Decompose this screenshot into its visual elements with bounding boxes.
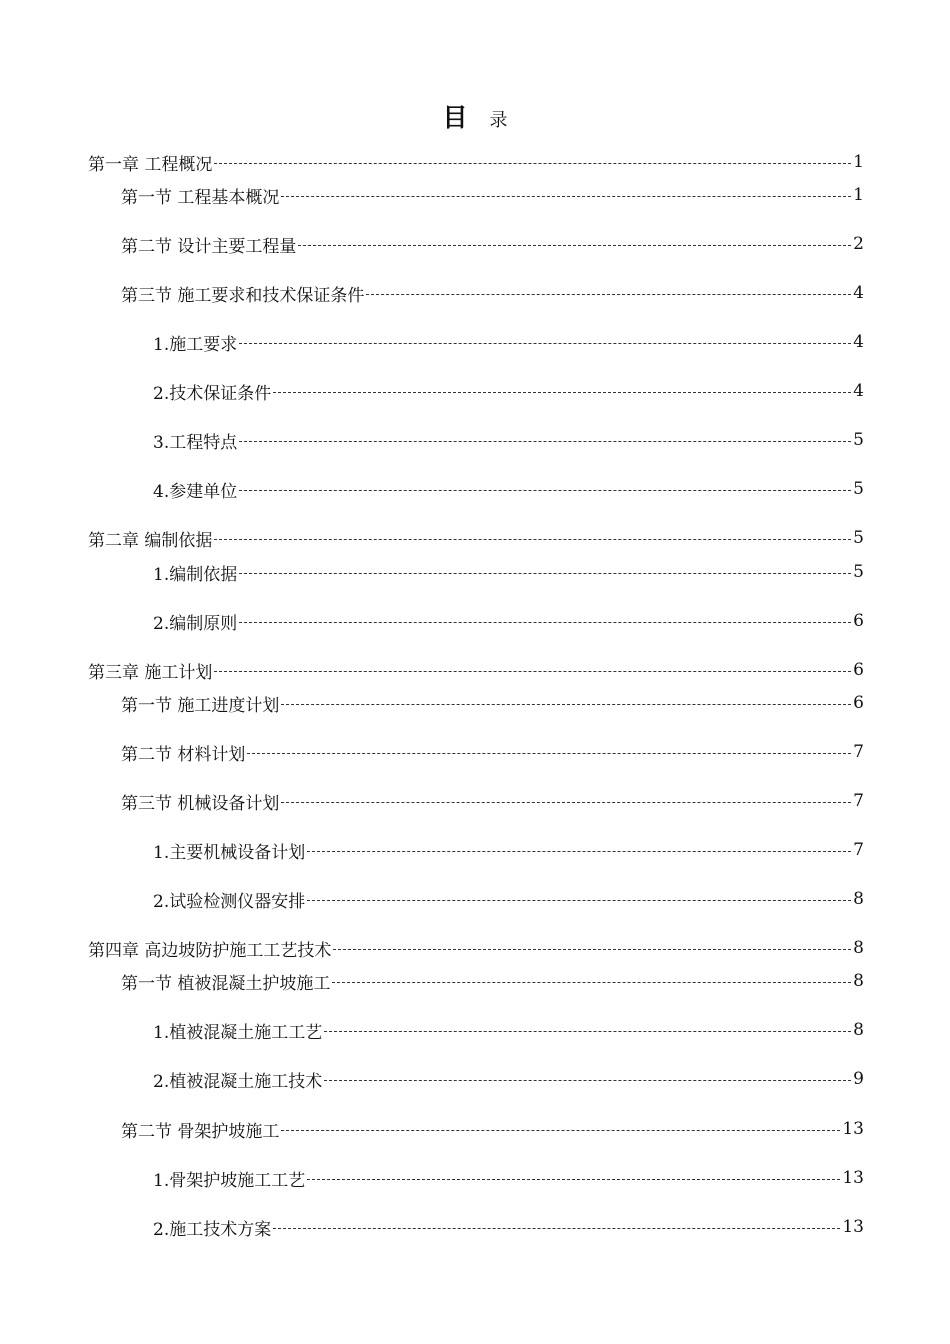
toc-entry-label: 第一节 施工进度计划 bbox=[121, 695, 280, 716]
toc-entry[interactable] bbox=[121, 1116, 864, 1142]
toc-entry[interactable] bbox=[121, 968, 864, 994]
toc-entry-page-number: 4 bbox=[853, 283, 864, 303]
toc-leader-line bbox=[214, 163, 851, 164]
toc-leader-line bbox=[214, 539, 851, 540]
toc-leader-line bbox=[298, 245, 851, 246]
toc-entry-page-number: 1 bbox=[853, 152, 864, 172]
toc-entry-page-number: 2 bbox=[853, 234, 864, 254]
toc-entry[interactable] bbox=[121, 788, 864, 814]
toc-entry[interactable] bbox=[121, 231, 864, 257]
toc-entry-label: 第三节 机械设备计划 bbox=[121, 793, 280, 814]
toc-entry-label: 1.编制依据 bbox=[153, 564, 238, 585]
toc-entry[interactable] bbox=[153, 1066, 864, 1092]
toc-entry-label: 第二节 设计主要工程量 bbox=[121, 236, 297, 257]
toc-entry-label: 第一节 植被混凝土护坡施工 bbox=[121, 973, 331, 994]
toc-entry-page-number: 6 bbox=[853, 611, 864, 631]
toc-leader-line bbox=[281, 196, 851, 197]
toc-entry-page-number: 13 bbox=[842, 1119, 864, 1139]
toc-entry[interactable] bbox=[121, 690, 864, 716]
toc-entry-label: 第四章 高边坡防护施工工艺技术 bbox=[88, 940, 332, 961]
toc-leader-line bbox=[324, 1031, 851, 1032]
toc-entry-label: 第一章 工程概况 bbox=[88, 154, 213, 175]
toc-entry-page-number: 4 bbox=[853, 381, 864, 401]
toc-entry-page-number: 5 bbox=[853, 528, 864, 548]
toc-leader-line bbox=[247, 753, 851, 754]
toc-entry[interactable] bbox=[153, 427, 864, 453]
toc-entry[interactable] bbox=[88, 657, 864, 683]
toc-leader-line bbox=[332, 982, 851, 983]
toc-entry-label: 第一节 工程基本概况 bbox=[121, 187, 280, 208]
toc-entry[interactable] bbox=[88, 525, 864, 551]
toc-entry-page-number: 8 bbox=[853, 1020, 864, 1040]
toc-entry-page-number: 6 bbox=[853, 693, 864, 713]
toc-leader-line bbox=[239, 343, 851, 344]
toc-entry-page-number: 4 bbox=[853, 332, 864, 352]
page-title-main: 目 bbox=[442, 103, 468, 132]
toc-leader-line bbox=[273, 392, 851, 393]
toc-leader-line bbox=[324, 1080, 851, 1081]
toc-entry[interactable] bbox=[153, 886, 864, 912]
toc-entry[interactable] bbox=[153, 476, 864, 502]
toc-entry-label: 2.施工技术方案 bbox=[153, 1219, 272, 1240]
toc-entry-page-number: 13 bbox=[842, 1217, 864, 1237]
toc-leader-line bbox=[281, 1130, 840, 1131]
toc-entry-page-number: 7 bbox=[853, 840, 864, 860]
toc-entry-label: 4.参建单位 bbox=[153, 481, 238, 502]
toc-entry-label: 第三章 施工计划 bbox=[88, 662, 213, 683]
toc-leader-line bbox=[239, 622, 851, 623]
page-title-secondary: 录 bbox=[489, 110, 508, 131]
toc-entry[interactable] bbox=[153, 559, 864, 585]
toc-entry-label: 1.骨架护坡施工工艺 bbox=[153, 1170, 306, 1191]
toc-leader-line bbox=[307, 851, 851, 852]
toc-entry[interactable] bbox=[121, 739, 864, 765]
toc-leader-line bbox=[366, 294, 851, 295]
toc-entry-page-number: 5 bbox=[853, 479, 864, 499]
toc-leader-line bbox=[281, 802, 851, 803]
toc-leader-line bbox=[239, 441, 851, 442]
toc-entry[interactable] bbox=[88, 149, 864, 175]
toc-entry[interactable] bbox=[88, 935, 864, 961]
toc-entry-page-number: 8 bbox=[853, 971, 864, 991]
toc-entry[interactable] bbox=[153, 837, 864, 863]
toc-entry-label: 1.主要机械设备计划 bbox=[153, 842, 306, 863]
toc-leader-line bbox=[307, 1179, 840, 1180]
toc-entry[interactable] bbox=[121, 280, 864, 306]
toc-entry-page-number: 7 bbox=[853, 791, 864, 811]
toc-entry-page-number: 13 bbox=[842, 1168, 864, 1188]
toc-entry[interactable] bbox=[153, 1214, 864, 1240]
toc-leader-line bbox=[239, 573, 851, 574]
toc-entry-label: 2.技术保证条件 bbox=[153, 383, 272, 404]
toc-entry-page-number: 1 bbox=[853, 185, 864, 205]
toc-entry[interactable] bbox=[153, 329, 864, 355]
toc-entry-label: 2.植被混凝土施工技术 bbox=[153, 1071, 323, 1092]
toc-leader-line bbox=[239, 490, 851, 491]
toc-leader-line bbox=[214, 671, 851, 672]
toc-entry-label: 第二节 材料计划 bbox=[121, 744, 246, 765]
toc-entry[interactable] bbox=[153, 608, 864, 634]
toc-entry[interactable] bbox=[121, 182, 864, 208]
toc-entry-label: 2.试验检测仪器安排 bbox=[153, 891, 306, 912]
toc-entry-page-number: 7 bbox=[853, 742, 864, 762]
toc-entry-label: 2.编制原则 bbox=[153, 613, 238, 634]
toc-entry-page-number: 8 bbox=[853, 889, 864, 909]
toc-entry-page-number: 9 bbox=[853, 1069, 864, 1089]
toc-entry-label: 3.工程特点 bbox=[153, 432, 238, 453]
toc-entry-page-number: 8 bbox=[853, 938, 864, 958]
toc-entry-page-number: 5 bbox=[853, 562, 864, 582]
toc-entry-label: 1.植被混凝土施工工艺 bbox=[153, 1022, 323, 1043]
toc-entry-page-number: 5 bbox=[853, 430, 864, 450]
toc-leader-line bbox=[333, 949, 851, 950]
toc-entry[interactable] bbox=[153, 378, 864, 404]
toc-entry[interactable] bbox=[153, 1165, 864, 1191]
toc-entry-label: 第二章 编制依据 bbox=[88, 530, 213, 551]
toc-entry-label: 第二节 骨架护坡施工 bbox=[121, 1121, 280, 1142]
toc-entry-label: 第三节 施工要求和技术保证条件 bbox=[121, 285, 365, 306]
toc-leader-line bbox=[281, 704, 851, 705]
toc-leader-line bbox=[273, 1228, 840, 1229]
toc-leader-line bbox=[307, 900, 851, 901]
toc-entry-label: 1.施工要求 bbox=[153, 334, 238, 355]
toc-entry-page-number: 6 bbox=[853, 660, 864, 680]
toc-entry[interactable] bbox=[153, 1017, 864, 1043]
